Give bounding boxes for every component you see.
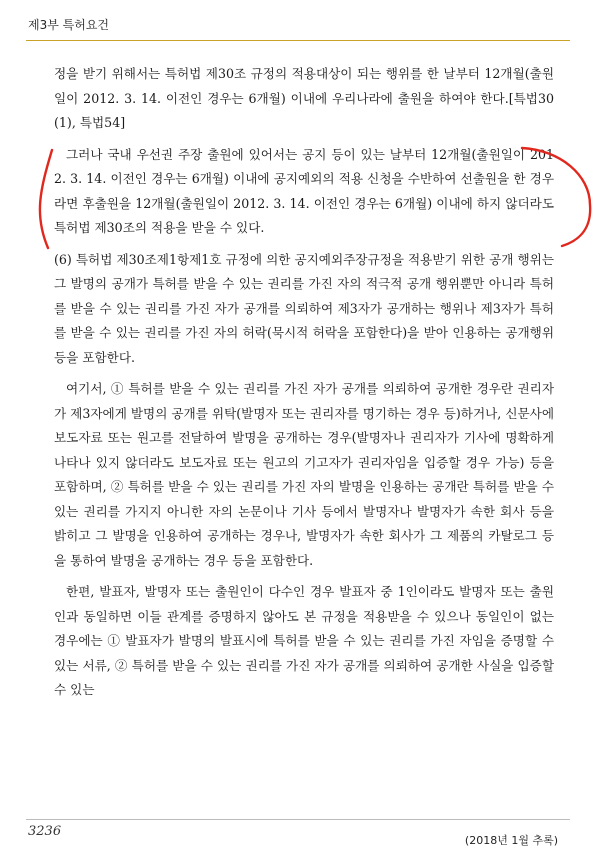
- page-body: [54, 62, 554, 710]
- edition-note: (2018년 1월 추록): [464, 834, 558, 847]
- paragraph-3: (6) 특허법 제30조제1항제1호 규정에 의한 공지예외주장규정을 적용받기 위한 공개 행위는 그 발명의 공개가 특허를 받을 수 있는 권리를 가진 자의 적극적 공개 행위뿐만 아니라 특허를 받을 수 있는 권리를 가진 자가 공개를 의뢰하여 제3자가 공개하는 행위나 제3자가 특허를 받을 수 있는 권리를 가진 자의 허락(묵시적 허락을 포함한다)을 받아 인용하는 공개행위 등을 포함한다.: [54, 251, 554, 365]
- paragraph-5: 한편, 발표자, 발명자 또는 출원인이 다수인 경우 발표자 중 1인이라도 발명자 또는 출원인과 동일하면 이들 관계를 증명하지 않아도 본 규정을 적용받을 수 있으나 동일인이 없는 경우에는 ① 발표자가 발명의 발표시에 특허를 받을 수 있는 권리를 가진 자임을 증명할 수 있는 서류, ② 특허를 받을 수 있는 권리를 가진 자가 공개를 의뢰하여 공개한 사실을 입증할 수 있는: [54, 584, 554, 697]
- running-header: 제3부 특허요건: [28, 18, 110, 32]
- paragraph-2: 그러나 국내 우선권 주장 출원에 있어서는 공지 등이 있는 날부터 12개월(출원일이 2012. 3. 14. 이전인 경우는 6개월) 이내에 공지예외의 적용 신청을 수반하여 선출원을 한 경우라면 후출원을 12개월(출원일이 2012. 3. 14. 이전인 경우는 6개월) 이내에 하지 않더라도 특허법 제30조의 적용을 받을 수 있다.: [54, 146, 554, 235]
- footer-rule: [26, 819, 570, 820]
- header-rule: [26, 40, 570, 41]
- paragraph-1: 정을 받기 위해서는 특허법 제30조 규정의 적용대상이 되는 행위를 한 날부터 12개월(출원일이 2012. 3. 14. 이전인 경우는 6개월) 이내에 우리나라에 출원을 하여야 한다.[특법30(1), 특법54]: [54, 66, 554, 130]
- page-number: 3236: [28, 824, 62, 839]
- paragraph-4: 여기서, ① 특허를 받을 수 있는 권리를 가진 자가 공개를 의뢰하여 공개한 경우란 권리자가 제3자에게 발명의 공개를 위탁(발명자 또는 권리자를 명기하는 경우 등)하거나, 신문사에 보도자료 또는 원고를 전달하여 발명을 공개하는 경우(발명자나 권리자가 기사에 명확하게 나타나 있지 않더라도 보도자료 또는 원고의 기고자가 권리자임을 입증할 경우 가능) 등을 포함하며, ② 특허를 받을 수 있는 권리를 가진 자의 발명을 인용하는 공개란 특허를 받을 수 있는 권리를 가지지 아니한 자의 논문이나 기사 등에서 발명자나 발명자가 속한 회사 등을 밝히고 그 발명을 인용하여 공개하는 경우나, 발명자가 속한 회사가 그 제품의 카탈로그 등을 통하여 발명을 공개하는 경우 등을 포함한다.: [54, 381, 554, 568]
